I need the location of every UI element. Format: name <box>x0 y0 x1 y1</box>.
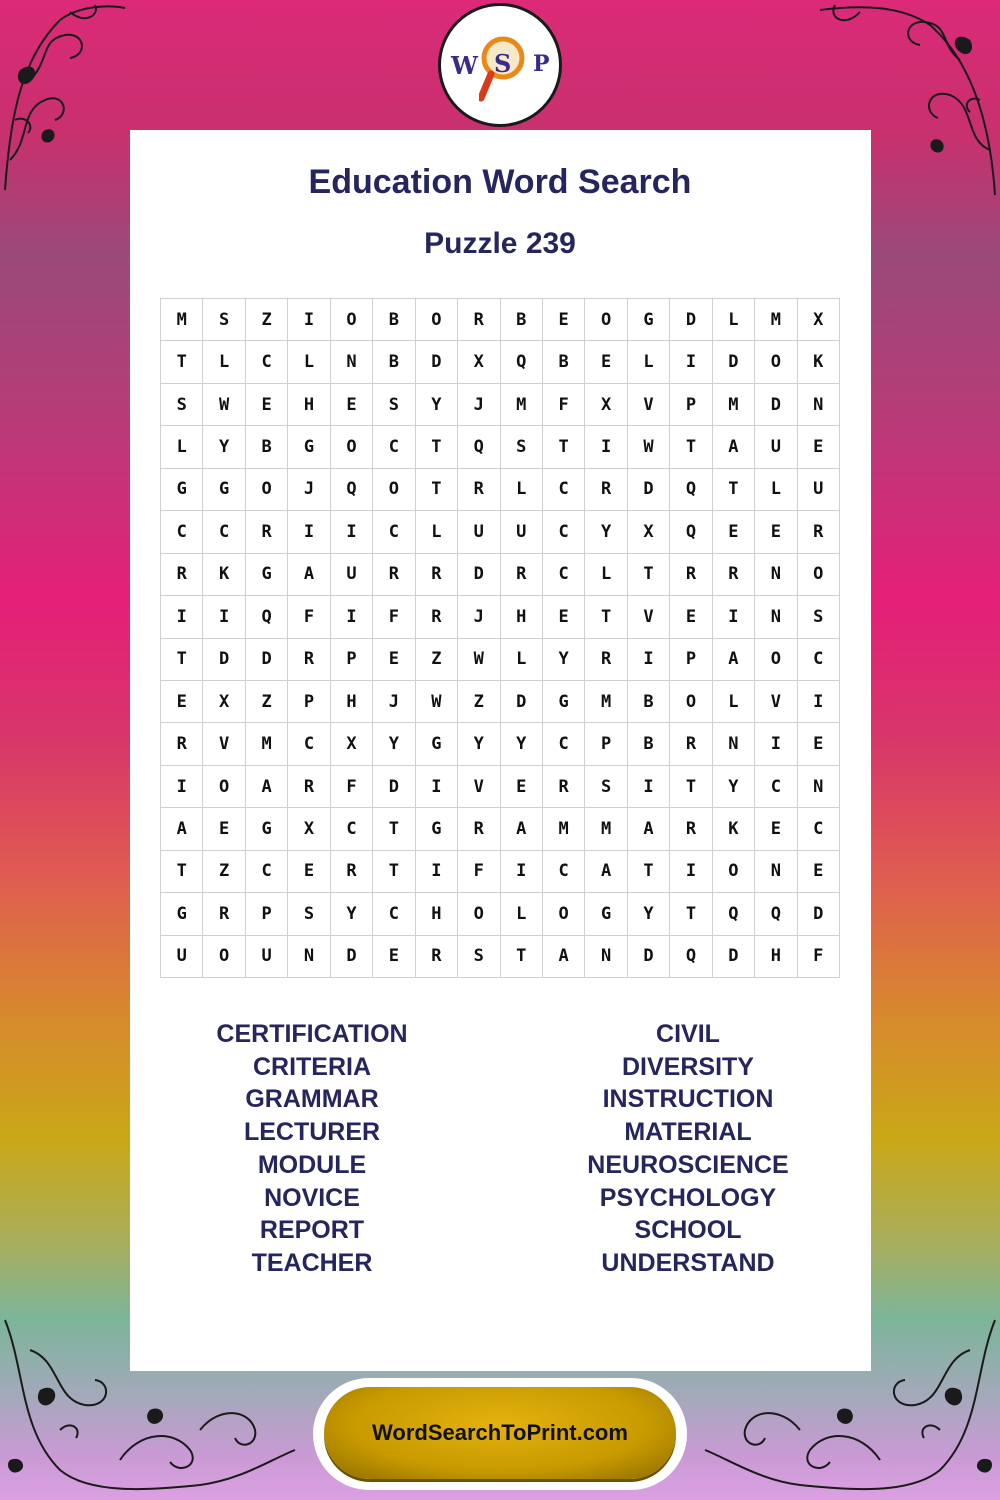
grid-cell[interactable]: S <box>585 766 627 808</box>
grid-cell[interactable]: U <box>755 426 797 468</box>
grid-cell[interactable]: C <box>798 639 840 681</box>
grid-cell[interactable]: F <box>458 851 500 893</box>
grid-cell[interactable]: Y <box>585 511 627 553</box>
grid-cell[interactable]: I <box>288 299 330 341</box>
grid-cell[interactable]: Q <box>713 893 755 935</box>
word-list-item: NEUROSCIENCE <box>587 1150 789 1179</box>
grid-cell[interactable]: E <box>755 808 797 850</box>
grid-cell[interactable]: S <box>798 596 840 638</box>
grid-cell[interactable]: S <box>458 936 500 978</box>
grid-cell[interactable]: W <box>416 681 458 723</box>
grid-cell[interactable]: I <box>670 851 712 893</box>
grid-cell[interactable]: V <box>755 681 797 723</box>
grid-cell[interactable]: P <box>585 723 627 765</box>
word-list-item: PSYCHOLOGY <box>599 1183 777 1212</box>
grid-cell[interactable]: E <box>331 384 373 426</box>
grid-cell[interactable]: C <box>543 723 585 765</box>
grid-cell[interactable]: Y <box>416 384 458 426</box>
grid-cell[interactable]: O <box>798 554 840 596</box>
grid-cell[interactable]: Q <box>246 596 288 638</box>
grid-cell[interactable]: C <box>373 426 415 468</box>
grid-cell[interactable]: Y <box>373 723 415 765</box>
grid-cell[interactable]: X <box>585 384 627 426</box>
grid-cell[interactable]: Z <box>246 681 288 723</box>
grid-cell[interactable]: T <box>161 341 203 383</box>
grid-cell[interactable]: U <box>161 936 203 978</box>
grid-cell[interactable]: G <box>288 426 330 468</box>
grid-cell[interactable]: E <box>798 723 840 765</box>
grid-cell[interactable]: L <box>501 469 543 511</box>
grid-cell[interactable]: I <box>161 596 203 638</box>
logo-letter-s: S <box>494 49 512 78</box>
grid-cell[interactable]: L <box>416 511 458 553</box>
grid-cell[interactable]: T <box>416 426 458 468</box>
grid-cell[interactable]: U <box>458 511 500 553</box>
grid-cell[interactable]: M <box>543 808 585 850</box>
word-list-right <box>528 1018 848 1280</box>
grid-cell[interactable]: T <box>373 851 415 893</box>
letter-grid[interactable] <box>160 298 840 978</box>
grid-cell[interactable]: R <box>416 596 458 638</box>
grid-cell[interactable]: R <box>288 639 330 681</box>
grid-cell[interactable]: X <box>288 808 330 850</box>
grid-cell[interactable]: T <box>161 851 203 893</box>
grid-cell[interactable]: L <box>203 341 245 383</box>
website-button[interactable]: WordSearchToPrint.com <box>324 1387 676 1479</box>
grid-cell[interactable]: C <box>331 808 373 850</box>
grid-cell[interactable]: R <box>458 808 500 850</box>
grid-cell[interactable]: W <box>628 426 670 468</box>
grid-cell[interactable]: L <box>755 469 797 511</box>
word-list-item: GRAMMAR <box>245 1085 379 1114</box>
word-list-item: TEACHER <box>251 1248 373 1277</box>
grid-cell[interactable]: M <box>755 299 797 341</box>
word-list-left <box>152 1018 472 1280</box>
grid-cell[interactable]: C <box>161 511 203 553</box>
grid-cell[interactable]: T <box>713 469 755 511</box>
grid-cell[interactable]: X <box>203 681 245 723</box>
grid-cell[interactable]: B <box>628 723 670 765</box>
grid-cell[interactable]: E <box>161 681 203 723</box>
grid-cell[interactable]: N <box>585 936 627 978</box>
grid-cell[interactable]: E <box>373 639 415 681</box>
grid-cell[interactable]: R <box>670 554 712 596</box>
grid-cell[interactable]: O <box>543 893 585 935</box>
grid-cell[interactable]: R <box>331 851 373 893</box>
grid-cell[interactable]: B <box>373 341 415 383</box>
grid-cell[interactable]: B <box>543 341 585 383</box>
grid-cell[interactable]: M <box>246 723 288 765</box>
grid-cell[interactable]: R <box>458 299 500 341</box>
grid-cell[interactable]: R <box>288 766 330 808</box>
word-list-item: NOVICE <box>264 1183 360 1212</box>
grid-cell[interactable]: I <box>628 639 670 681</box>
grid-cell[interactable]: D <box>628 936 670 978</box>
grid-cell[interactable]: R <box>713 554 755 596</box>
grid-cell[interactable]: X <box>628 511 670 553</box>
grid-cell[interactable]: R <box>501 554 543 596</box>
grid-cell[interactable]: R <box>203 893 245 935</box>
grid-cell[interactable]: I <box>416 766 458 808</box>
grid-cell[interactable]: E <box>713 511 755 553</box>
grid-cell[interactable]: B <box>501 299 543 341</box>
grid-cell[interactable]: P <box>670 384 712 426</box>
grid-cell[interactable]: H <box>288 384 330 426</box>
grid-cell[interactable]: M <box>501 384 543 426</box>
grid-cell[interactable]: T <box>501 936 543 978</box>
grid-cell[interactable]: P <box>246 893 288 935</box>
grid-cell[interactable]: C <box>798 808 840 850</box>
grid-cell[interactable]: S <box>288 893 330 935</box>
grid-cell[interactable]: L <box>713 299 755 341</box>
grid-cell[interactable]: C <box>246 851 288 893</box>
grid-cell[interactable]: D <box>670 299 712 341</box>
grid-cell[interactable]: E <box>203 808 245 850</box>
grid-cell[interactable]: O <box>246 469 288 511</box>
grid-cell[interactable]: U <box>501 511 543 553</box>
grid-cell[interactable]: I <box>585 426 627 468</box>
grid-cell[interactable]: B <box>628 681 670 723</box>
grid-cell[interactable]: T <box>416 469 458 511</box>
grid-cell[interactable]: D <box>501 681 543 723</box>
grid-cell[interactable]: X <box>458 341 500 383</box>
grid-cell[interactable]: N <box>331 341 373 383</box>
grid-cell[interactable]: C <box>543 469 585 511</box>
grid-cell[interactable]: D <box>755 384 797 426</box>
grid-cell[interactable]: A <box>246 766 288 808</box>
grid-cell[interactable]: O <box>670 681 712 723</box>
grid-cell[interactable]: O <box>755 639 797 681</box>
grid-cell[interactable]: A <box>288 554 330 596</box>
grid-cell[interactable]: F <box>543 384 585 426</box>
grid-cell[interactable]: O <box>585 299 627 341</box>
grid-cell[interactable]: D <box>628 469 670 511</box>
grid-cell[interactable]: C <box>373 893 415 935</box>
grid-cell[interactable]: T <box>585 596 627 638</box>
grid-cell[interactable]: T <box>628 851 670 893</box>
grid-cell[interactable]: J <box>458 384 500 426</box>
grid-cell[interactable]: Y <box>331 893 373 935</box>
grid-cell[interactable]: A <box>628 808 670 850</box>
page-title: Education Word Search <box>308 163 692 201</box>
grid-cell[interactable]: I <box>628 766 670 808</box>
grid-cell[interactable]: Q <box>670 511 712 553</box>
grid-cell[interactable]: H <box>501 596 543 638</box>
grid-cell[interactable]: R <box>161 723 203 765</box>
grid-cell[interactable]: O <box>713 851 755 893</box>
grid-cell[interactable]: H <box>331 681 373 723</box>
grid-cell[interactable]: Q <box>755 893 797 935</box>
grid-cell[interactable]: J <box>373 681 415 723</box>
grid-cell[interactable]: D <box>246 639 288 681</box>
grid-cell[interactable]: I <box>755 723 797 765</box>
grid-cell[interactable]: K <box>798 341 840 383</box>
grid-cell[interactable]: P <box>288 681 330 723</box>
grid-cell[interactable]: I <box>331 596 373 638</box>
grid-cell[interactable]: G <box>161 469 203 511</box>
word-list-item: SCHOOL <box>634 1216 742 1245</box>
grid-cell[interactable]: X <box>331 723 373 765</box>
grid-cell[interactable]: A <box>713 426 755 468</box>
grid-cell[interactable]: S <box>161 384 203 426</box>
grid-cell[interactable]: E <box>543 596 585 638</box>
grid-cell[interactable]: N <box>755 554 797 596</box>
grid-cell[interactable]: T <box>670 893 712 935</box>
grid-cell[interactable]: O <box>331 299 373 341</box>
grid-cell[interactable]: R <box>585 639 627 681</box>
grid-cell[interactable]: R <box>373 554 415 596</box>
grid-cell[interactable]: E <box>246 384 288 426</box>
grid-cell[interactable]: Q <box>458 426 500 468</box>
grid-cell[interactable]: Z <box>416 639 458 681</box>
grid-cell[interactable]: D <box>331 936 373 978</box>
grid-cell[interactable]: T <box>670 766 712 808</box>
grid-cell[interactable]: R <box>798 511 840 553</box>
grid-cell[interactable]: Y <box>501 723 543 765</box>
grid-cell[interactable]: G <box>246 554 288 596</box>
grid-cell[interactable]: Q <box>501 341 543 383</box>
grid-cell[interactable]: I <box>161 766 203 808</box>
grid-cell[interactable]: F <box>373 596 415 638</box>
word-list-item: UNDERSTAND <box>601 1248 775 1277</box>
grid-cell[interactable]: N <box>798 384 840 426</box>
grid-cell[interactable]: V <box>203 723 245 765</box>
grid-cell[interactable]: Z <box>203 851 245 893</box>
grid-cell[interactable]: D <box>798 893 840 935</box>
grid-cell[interactable]: I <box>501 851 543 893</box>
grid-cell[interactable]: G <box>628 299 670 341</box>
grid-cell[interactable]: O <box>755 341 797 383</box>
grid-cell[interactable]: C <box>288 723 330 765</box>
grid-cell[interactable]: N <box>755 851 797 893</box>
grid-cell[interactable]: L <box>501 893 543 935</box>
grid-cell[interactable]: E <box>585 341 627 383</box>
grid-cell[interactable]: H <box>416 893 458 935</box>
grid-cell[interactable]: R <box>670 723 712 765</box>
grid-cell[interactable]: D <box>713 341 755 383</box>
grid-cell[interactable]: T <box>543 426 585 468</box>
grid-cell[interactable]: K <box>713 808 755 850</box>
grid-cell[interactable]: E <box>543 299 585 341</box>
grid-cell[interactable]: Y <box>628 893 670 935</box>
grid-cell[interactable]: D <box>416 341 458 383</box>
grid-cell[interactable]: Y <box>543 639 585 681</box>
grid-cell[interactable]: T <box>670 426 712 468</box>
grid-cell[interactable]: I <box>331 511 373 553</box>
grid-cell[interactable]: Z <box>458 681 500 723</box>
grid-cell[interactable]: D <box>458 554 500 596</box>
grid-cell[interactable]: O <box>416 299 458 341</box>
grid-cell[interactable]: T <box>161 639 203 681</box>
word-list-item: CIVIL <box>656 1020 720 1048</box>
grid-cell[interactable]: O <box>373 469 415 511</box>
grid-cell[interactable]: A <box>585 851 627 893</box>
logo-letter-p: P <box>533 51 550 77</box>
grid-cell[interactable]: R <box>585 469 627 511</box>
grid-cell[interactable]: L <box>161 426 203 468</box>
grid-cell[interactable]: L <box>501 639 543 681</box>
grid-cell[interactable]: J <box>288 469 330 511</box>
grid-cell[interactable]: M <box>713 384 755 426</box>
grid-cell[interactable]: L <box>585 554 627 596</box>
grid-cell[interactable]: V <box>628 384 670 426</box>
grid-cell[interactable]: E <box>501 766 543 808</box>
grid-cell[interactable]: C <box>246 341 288 383</box>
grid-cell[interactable]: F <box>331 766 373 808</box>
word-list-item: DIVERSITY <box>622 1052 754 1081</box>
word-list-item: LECTURER <box>243 1118 381 1147</box>
grid-cell[interactable]: T <box>373 808 415 850</box>
grid-cell[interactable]: M <box>585 808 627 850</box>
grid-cell[interactable]: R <box>246 511 288 553</box>
grid-cell[interactable]: G <box>416 723 458 765</box>
grid-cell[interactable]: U <box>331 554 373 596</box>
grid-cell[interactable]: E <box>798 426 840 468</box>
logo-letter-w: W <box>451 51 478 80</box>
grid-cell[interactable]: G <box>203 469 245 511</box>
grid-cell[interactable]: E <box>288 851 330 893</box>
grid-cell[interactable]: G <box>416 808 458 850</box>
grid-cell[interactable]: E <box>670 596 712 638</box>
grid-cell[interactable]: G <box>585 893 627 935</box>
grid-cell[interactable]: P <box>670 639 712 681</box>
word-list-item: REPORT <box>259 1216 365 1245</box>
grid-cell[interactable]: N <box>288 936 330 978</box>
grid-cell[interactable]: C <box>755 766 797 808</box>
grid-cell[interactable]: T <box>628 554 670 596</box>
grid-cell[interactable]: I <box>288 511 330 553</box>
grid-cell[interactable]: I <box>203 596 245 638</box>
grid-cell[interactable]: G <box>543 681 585 723</box>
grid-cell[interactable]: Y <box>458 723 500 765</box>
grid-cell[interactable]: P <box>331 639 373 681</box>
grid-cell[interactable]: W <box>458 639 500 681</box>
grid-cell[interactable]: L <box>628 341 670 383</box>
grid-cell[interactable]: R <box>161 554 203 596</box>
grid-cell[interactable]: E <box>798 851 840 893</box>
grid-cell[interactable]: V <box>458 766 500 808</box>
grid-cell[interactable]: I <box>416 851 458 893</box>
grid-cell[interactable]: E <box>755 511 797 553</box>
grid-cell[interactable]: M <box>161 299 203 341</box>
grid-cell[interactable]: G <box>161 893 203 935</box>
grid-cell[interactable]: D <box>713 936 755 978</box>
grid-cell[interactable]: N <box>798 766 840 808</box>
grid-cell[interactable]: R <box>458 469 500 511</box>
grid-cell[interactable]: K <box>203 554 245 596</box>
grid-cell[interactable]: J <box>458 596 500 638</box>
grid-cell[interactable]: O <box>203 936 245 978</box>
grid-cell[interactable]: B <box>373 299 415 341</box>
grid-cell[interactable]: I <box>670 341 712 383</box>
grid-cell[interactable]: F <box>288 596 330 638</box>
word-list-item: CERTIFICATION <box>216 1020 408 1048</box>
grid-cell[interactable]: F <box>798 936 840 978</box>
grid-cell[interactable]: R <box>416 554 458 596</box>
grid-cell[interactable]: Q <box>331 469 373 511</box>
puzzle-number: Puzzle 239 <box>424 227 576 260</box>
grid-cell[interactable]: Q <box>670 936 712 978</box>
grid-cell[interactable]: A <box>161 808 203 850</box>
word-list-item: CRITERIA <box>252 1052 372 1081</box>
grid-cell[interactable]: W <box>203 384 245 426</box>
grid-cell[interactable]: H <box>755 936 797 978</box>
grid-cell[interactable]: L <box>713 681 755 723</box>
grid-cell[interactable]: U <box>246 936 288 978</box>
grid-cell[interactable]: U <box>798 469 840 511</box>
grid-cell[interactable]: D <box>373 766 415 808</box>
grid-cell[interactable]: Z <box>246 299 288 341</box>
grid-cell[interactable]: C <box>543 554 585 596</box>
grid-cell[interactable]: Y <box>203 426 245 468</box>
grid-cell[interactable]: C <box>203 511 245 553</box>
site-logo[interactable] <box>438 3 562 127</box>
grid-cell[interactable]: C <box>543 511 585 553</box>
grid-cell[interactable]: S <box>373 384 415 426</box>
grid-cell[interactable]: I <box>713 596 755 638</box>
grid-cell[interactable]: N <box>713 723 755 765</box>
grid-cell[interactable]: V <box>628 596 670 638</box>
grid-cell[interactable]: R <box>670 808 712 850</box>
grid-cell[interactable]: A <box>713 639 755 681</box>
grid-cell[interactable]: I <box>798 681 840 723</box>
grid-cell[interactable]: O <box>331 426 373 468</box>
word-list-item: MATERIAL <box>624 1118 752 1147</box>
word-list-item: MODULE <box>257 1150 367 1179</box>
grid-cell[interactable]: G <box>246 808 288 850</box>
grid-cell[interactable]: S <box>203 299 245 341</box>
grid-cell[interactable]: R <box>416 936 458 978</box>
grid-cell[interactable]: B <box>246 426 288 468</box>
grid-cell[interactable]: Y <box>713 766 755 808</box>
grid-cell[interactable]: X <box>798 299 840 341</box>
grid-cell[interactable]: S <box>501 426 543 468</box>
grid-cell[interactable]: O <box>203 766 245 808</box>
word-list-item: INSTRUCTION <box>602 1085 774 1114</box>
grid-cell[interactable]: L <box>288 341 330 383</box>
grid-cell[interactable]: C <box>543 851 585 893</box>
grid-cell[interactable]: C <box>373 511 415 553</box>
grid-cell[interactable]: E <box>373 936 415 978</box>
grid-cell[interactable]: O <box>458 893 500 935</box>
grid-cell[interactable]: D <box>203 639 245 681</box>
grid-cell[interactable]: M <box>585 681 627 723</box>
grid-cell[interactable]: Q <box>670 469 712 511</box>
grid-cell[interactable]: R <box>543 766 585 808</box>
grid-cell[interactable]: A <box>501 808 543 850</box>
grid-cell[interactable]: A <box>543 936 585 978</box>
grid-cell[interactable]: N <box>755 596 797 638</box>
